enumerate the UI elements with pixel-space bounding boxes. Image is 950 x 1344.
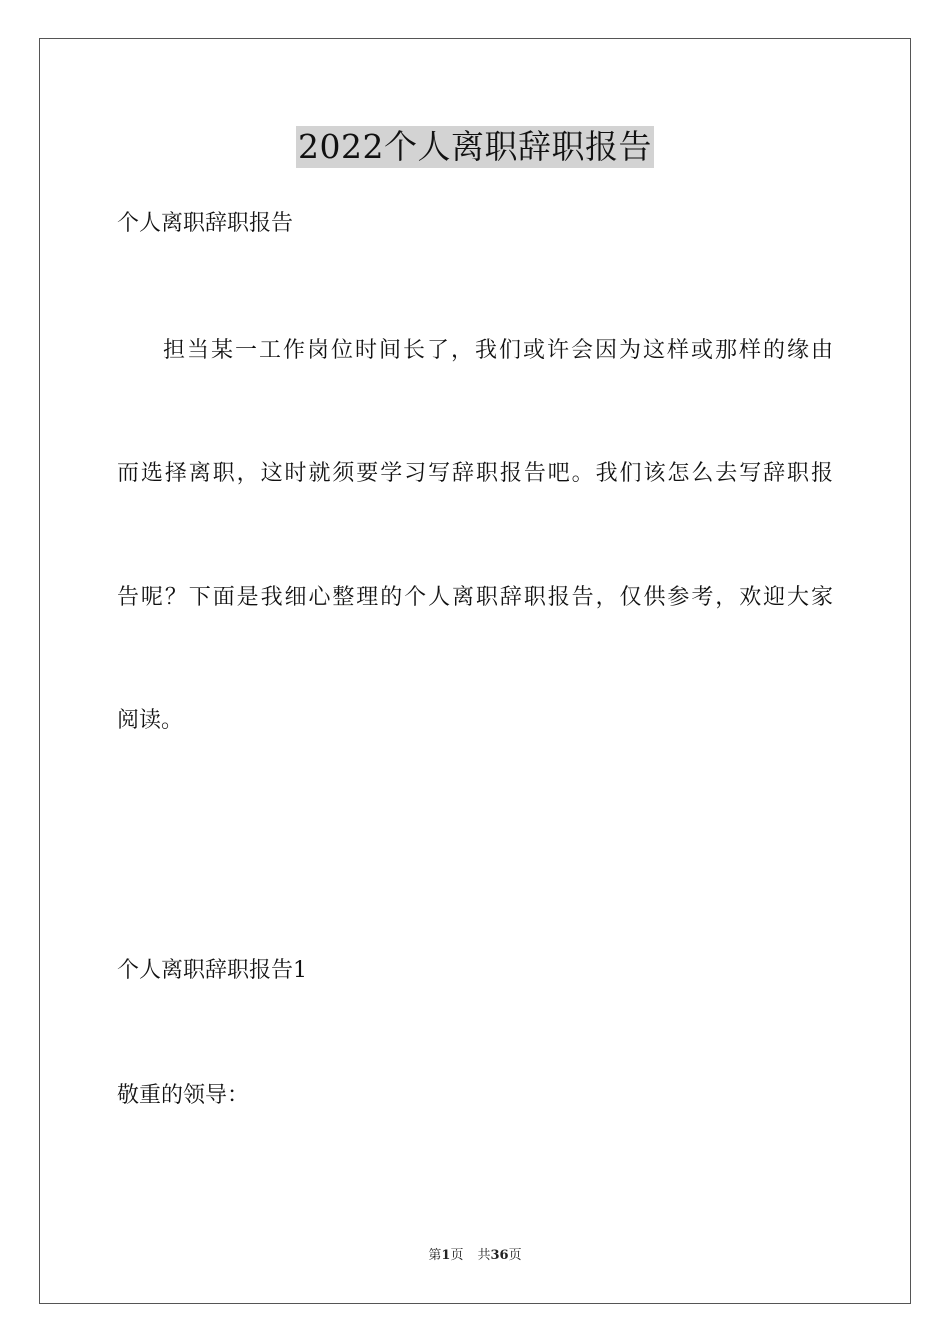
intro-line-3: 告呢？下面是我细心整理的个人离职辞职报告，仅供参考，欢迎大家 <box>117 585 833 610</box>
section-heading: 个人离职辞职报告1 <box>117 958 307 983</box>
title-container <box>0 126 950 168</box>
footer-page-prefix: 第 <box>428 1248 442 1263</box>
intro-line-4: 阅读。 <box>117 708 184 733</box>
footer-page-suffix: 页 <box>450 1248 464 1263</box>
intro-line-1: 担当某一工作岗位时间长了，我们或许会因为这样或那样的缘由 <box>163 338 833 363</box>
page-footer <box>0 1247 950 1265</box>
salutation: 敬重的领导： <box>117 1083 250 1108</box>
footer-page-number: 1 <box>441 1248 451 1263</box>
document-title: 2022个人离职辞职报告 <box>298 127 652 166</box>
footer-total-prefix: 共 <box>477 1248 491 1263</box>
footer-total-pages: 36 <box>490 1248 509 1263</box>
intro-line-2: 而选择离职，这时就须要学习写辞职报告吧。我们该怎么去写辞职报 <box>117 461 833 486</box>
footer-total-suffix: 页 <box>508 1248 522 1263</box>
document-subtitle: 个人离职辞职报告 <box>117 211 294 236</box>
